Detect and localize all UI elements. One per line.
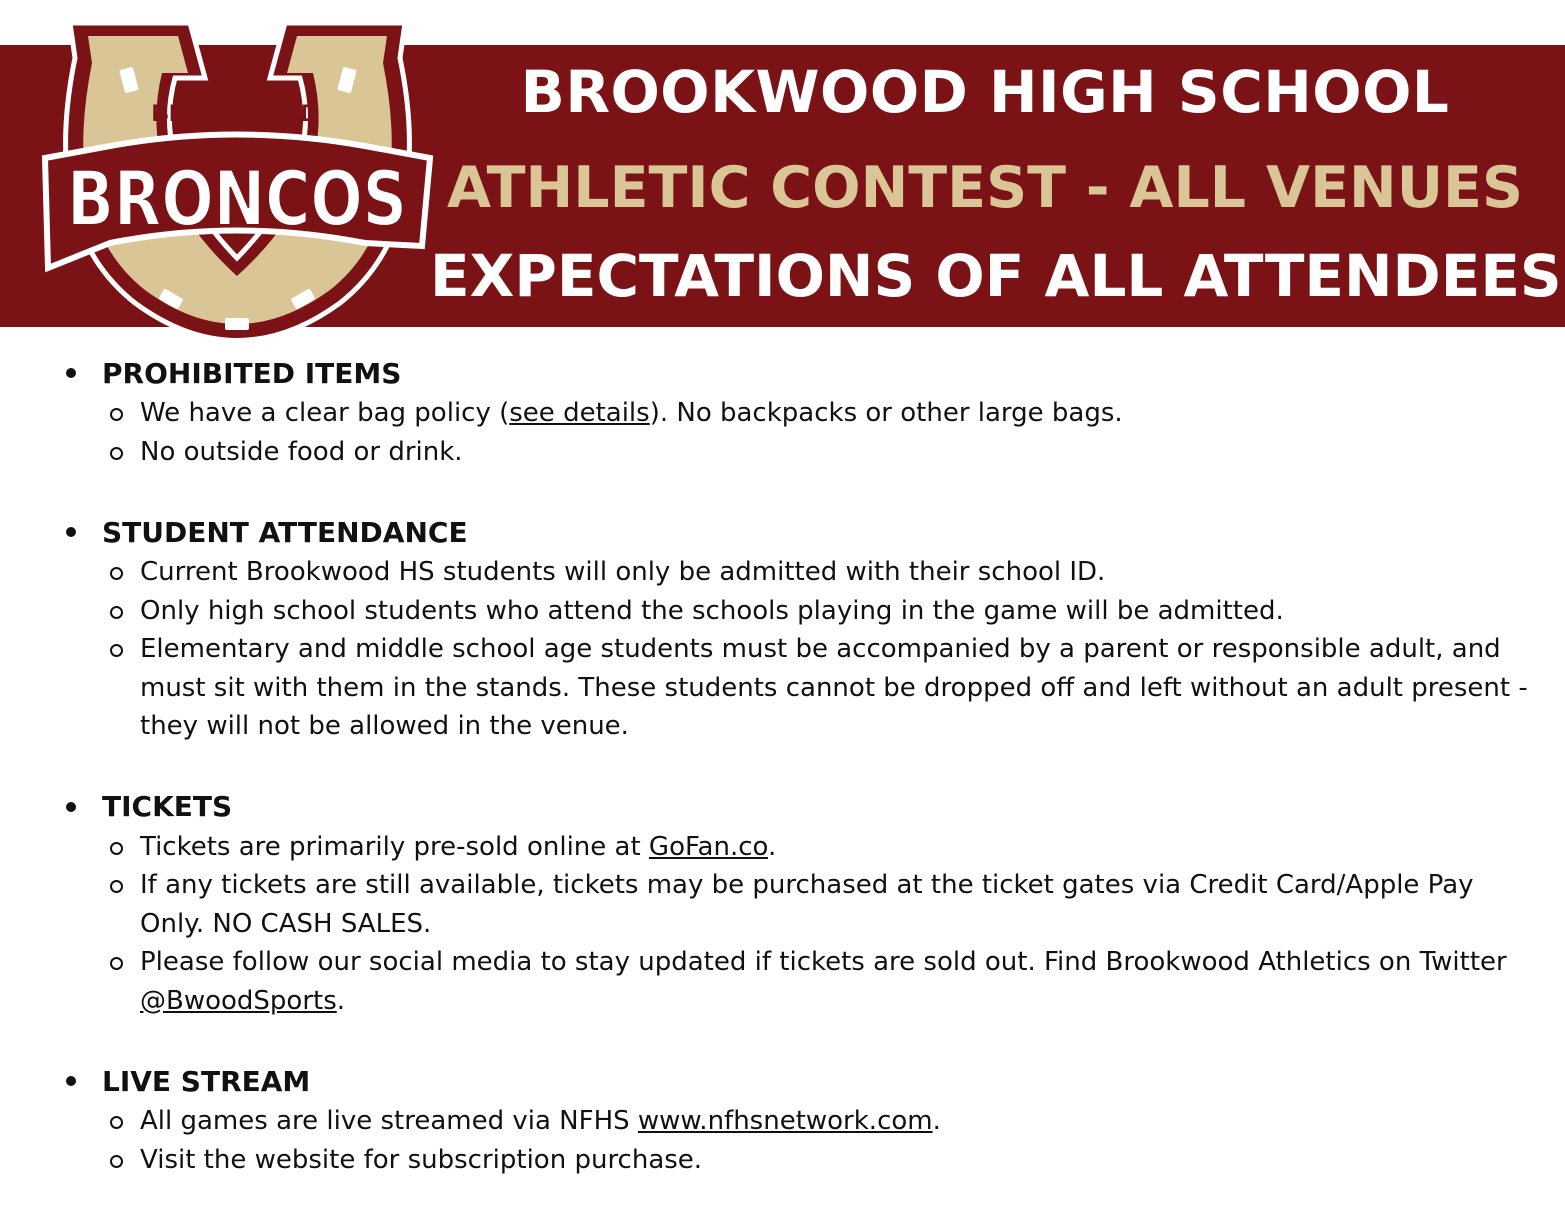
expectations-list [60, 352, 1540, 1219]
list-item [60, 433, 1540, 472]
circle-bullet-icon [110, 606, 123, 619]
nfhs-network-link[interactable]: www.nfhsnetwork.com [637, 1106, 933, 1136]
circle-bullet-icon [110, 644, 123, 657]
item-text: Current Brookwood HS students will only be admitted with their school ID. [140, 557, 1106, 587]
item-text: Please follow our social media to stay updated if tickets are sold out. Find Brookwood Athletics on Twitter [140, 947, 1507, 977]
circle-bullet-icon [110, 447, 123, 460]
circle-bullet-icon [110, 880, 123, 893]
section-student-attendance [60, 511, 1540, 746]
item-text: Visit the website for subscription purchase. [140, 1144, 703, 1175]
bullet-icon [66, 527, 76, 537]
circle-bullet-icon [110, 1155, 123, 1168]
list-item [60, 553, 1540, 592]
list-item [60, 1141, 1540, 1180]
bullet-icon [66, 368, 76, 378]
list-item [60, 828, 1540, 867]
list-item [60, 1102, 1540, 1141]
item-text: . [336, 985, 346, 1016]
list-item [60, 866, 1540, 943]
item-text: . [932, 1106, 941, 1136]
list-item [60, 394, 1540, 433]
list-item [60, 943, 1540, 1020]
section-heading [60, 1060, 1540, 1102]
contest-subtitle: ATHLETIC CONTEST - ALL VENUES [446, 155, 1523, 221]
circle-bullet-icon [110, 957, 123, 970]
list-item [60, 630, 1540, 746]
section-heading-text: STUDENT ATTENDANCE [102, 515, 468, 549]
item-text: Tickets are primarily pre-sold online at [140, 831, 649, 862]
logo-top-text: BROOKWOOD [151, 100, 319, 127]
section-heading [60, 786, 1540, 828]
section-heading-text: LIVE STREAM [102, 1064, 311, 1098]
twitter-link[interactable]: @BwoodSports [140, 985, 337, 1016]
circle-bullet-icon [110, 1116, 123, 1129]
expectations-title: EXPECTATIONS OF ALL ATTENDEES [430, 242, 1562, 310]
section-heading-text: PROHIBITED ITEMS [102, 356, 402, 390]
section-heading [60, 511, 1540, 553]
circle-bullet-icon [110, 842, 123, 855]
section-prohibited-items [60, 352, 1540, 471]
section-heading [60, 352, 1540, 394]
item-text: All games are live streamed via NFHS [140, 1106, 638, 1136]
see-details-link[interactable]: see details [509, 398, 650, 428]
item-text: Elementary and middle school age students must be accompanied by a parent or responsible adult, and must sit with them in the stands. These students cannot be dropped off and left without an adult present - they will not be allowed in the venue. [140, 634, 1528, 741]
item-text: If any tickets are still available, tickets may be purchased at the ticket gates via Credit Card/Apple Pay Only. NO CASH SALES. [140, 870, 1474, 939]
broncos-horseshoe-logo [40, 18, 435, 353]
bullet-icon [66, 1076, 76, 1086]
circle-bullet-icon [110, 567, 123, 580]
gofan-link[interactable]: GoFan.co [648, 831, 768, 862]
item-text: We have a clear bag policy ( [140, 398, 510, 428]
item-text: ). No backpacks or other large bags. [649, 398, 1123, 428]
item-text: . [767, 831, 777, 862]
list-item [60, 592, 1540, 631]
circle-bullet-icon [110, 408, 123, 421]
section-heading-text: TICKETS [102, 790, 233, 823]
bullet-icon [66, 802, 76, 812]
school-title: BROOKWOOD HIGH SCHOOL [520, 58, 1450, 126]
section-live-stream [60, 1060, 1540, 1179]
section-tickets [60, 786, 1540, 1021]
item-text: No outside food or drink. [140, 436, 463, 467]
logo-main-text: BRONCOS [67, 154, 407, 243]
item-text: Only high school students who attend the schools playing in the game will be admitted. [140, 595, 1284, 626]
